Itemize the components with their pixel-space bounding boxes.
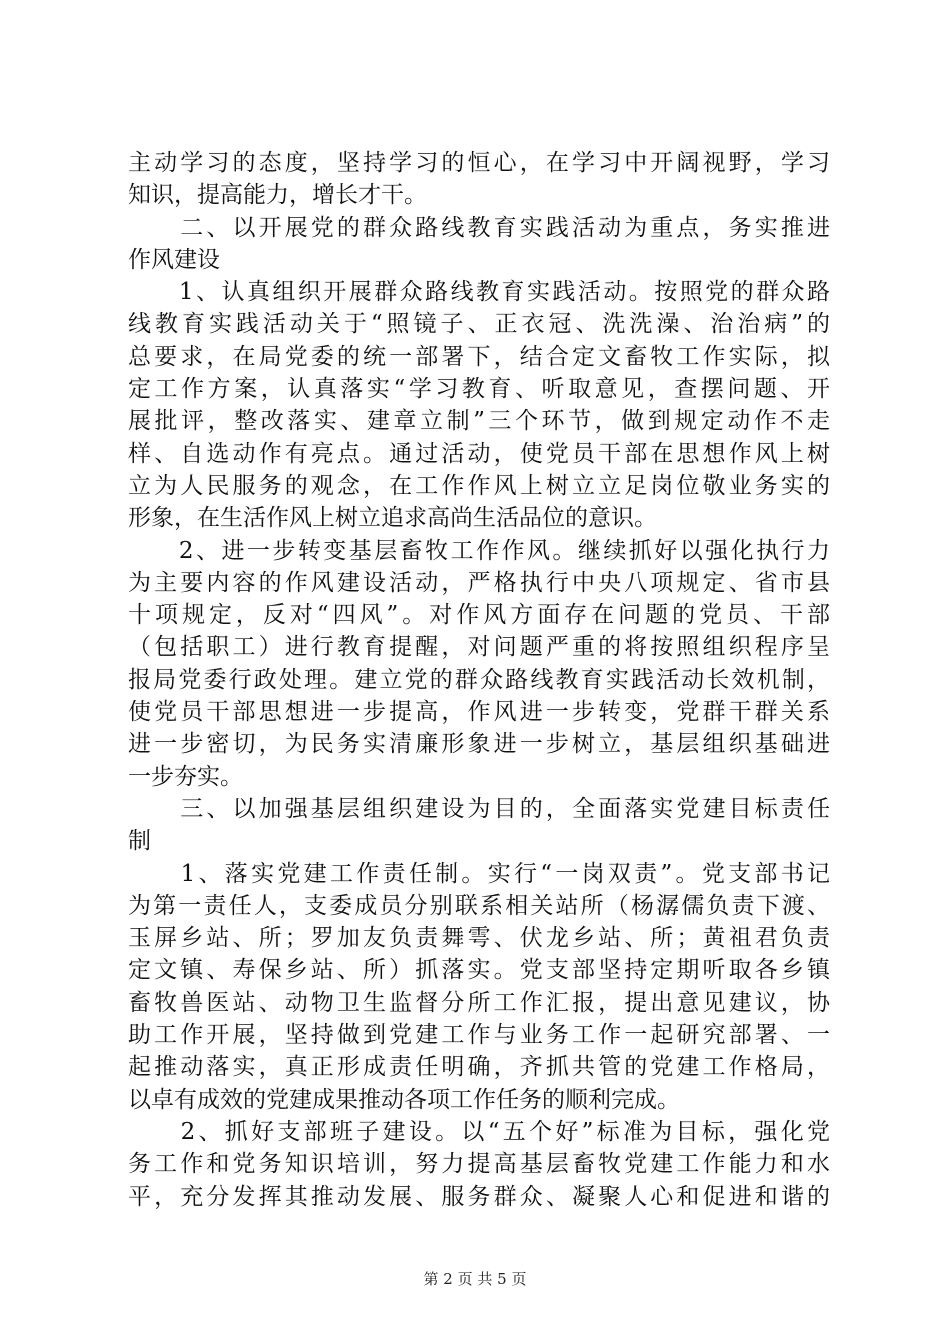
text-line: 畜牧兽医站、动物卫生监督分所工作汇报，提出意见建议，协 bbox=[128, 989, 830, 1016]
text-line: 主动学习的态度，坚持学习的恒心，在学习中开阔视野，学习 bbox=[128, 150, 830, 176]
text-line: 2、进一步转变基层畜牧工作作风。继续抓好以强化执行力 bbox=[128, 537, 830, 564]
document-body bbox=[128, 147, 830, 1213]
text-line: 以卓有成效的党建成果推动各项工作任务的顺利完成。 bbox=[128, 1086, 680, 1113]
text-line: 1、认真组织开展群众路线教育实践活动。按照党的群众路 bbox=[128, 279, 830, 306]
text-line: 助工作开展，坚持做到党建工作与业务工作一起研究部署、一 bbox=[128, 1022, 830, 1049]
text-line: 起推动落实，真正形成责任明确，齐抓共管的党建工作格局， bbox=[128, 1054, 830, 1081]
text-line: 使党员干部思想进一步提高，作风进一步转变，党群干群关系 bbox=[128, 699, 830, 726]
text-line: 十项规定，反对“四风”。对作风方面存在问题的党员、干部 bbox=[128, 602, 830, 629]
text-line: 知识，提高能力，增长才干。 bbox=[128, 182, 427, 209]
text-line: 展批评，整改落实、建章立制”三个环节，做到规定动作不走 bbox=[128, 408, 830, 435]
page-number-footer: 第 2 页 共 5 页 bbox=[423, 1270, 527, 1288]
text-line: （包括职工）进行教育提醒，对问题严重的将按照组织程序呈 bbox=[128, 634, 830, 661]
text-line: 务工作和党务知识培训，努力提高基层畜牧党建工作能力和水 bbox=[128, 1151, 830, 1178]
text-line: 平，充分发挥其推动发展、服务群众、凝聚人心和促进和谐的 bbox=[128, 1183, 830, 1210]
text-line: 1、落实党建工作责任制。实行“一岗双责”。党支部书记 bbox=[128, 860, 830, 887]
text-line: 样、自选动作有亮点。通过活动，使党员干部在思想作风上树 bbox=[128, 440, 830, 467]
section-heading-line: 作风建设 bbox=[128, 246, 220, 273]
text-line: 进一步密切，为民务实清廉形象进一步树立，基层组织基础进 bbox=[128, 731, 830, 758]
text-line: 报局党委行政处理。建立党的群众路线教育实践活动长效机制， bbox=[128, 666, 830, 693]
text-line: 定文镇、寿保乡站、所）抓落实。党支部坚持定期听取各乡镇 bbox=[128, 957, 830, 984]
text-line: 立为人民服务的观念，在工作作风上树立立足岗位敬业务实的 bbox=[128, 472, 830, 499]
text-line: 形象，在生活作风上树立追求高尚生活品位的意识。 bbox=[128, 505, 657, 532]
text-line: 2、抓好支部班子建设。以“五个好”标准为目标，强化党 bbox=[128, 1118, 830, 1145]
text-line: 为第一责任人，支委成员分别联系相关站所（杨潺儒负责下渡、 bbox=[128, 892, 830, 919]
text-line: 为主要内容的作风建设活动，严格执行中央八项规定、省市县 bbox=[128, 569, 830, 596]
text-line: 定工作方案，认真落实“学习教育、听取意见，查摆问题、开 bbox=[128, 376, 830, 403]
text-line: 线教育实践活动关于“照镜子、正衣冠、洗洗澡、治治病”的 bbox=[128, 311, 830, 338]
section-heading-line: 二、以开展党的群众路线教育实践活动为重点，务实推进 bbox=[128, 214, 830, 241]
section-heading-line: 三、以加强基层组织建设为目的，全面落实党建目标责任 bbox=[128, 795, 830, 822]
text-line: 一步夯实。 bbox=[128, 763, 243, 790]
section-heading-line: 制 bbox=[128, 828, 151, 855]
text-line: 总要求，在局党委的统一部署下，结合定文畜牧工作实际，拟 bbox=[128, 343, 830, 370]
text-line: 玉屏乡站、所；罗加友负责舞雩、伏龙乡站、所；黄祖君负责 bbox=[128, 925, 830, 952]
